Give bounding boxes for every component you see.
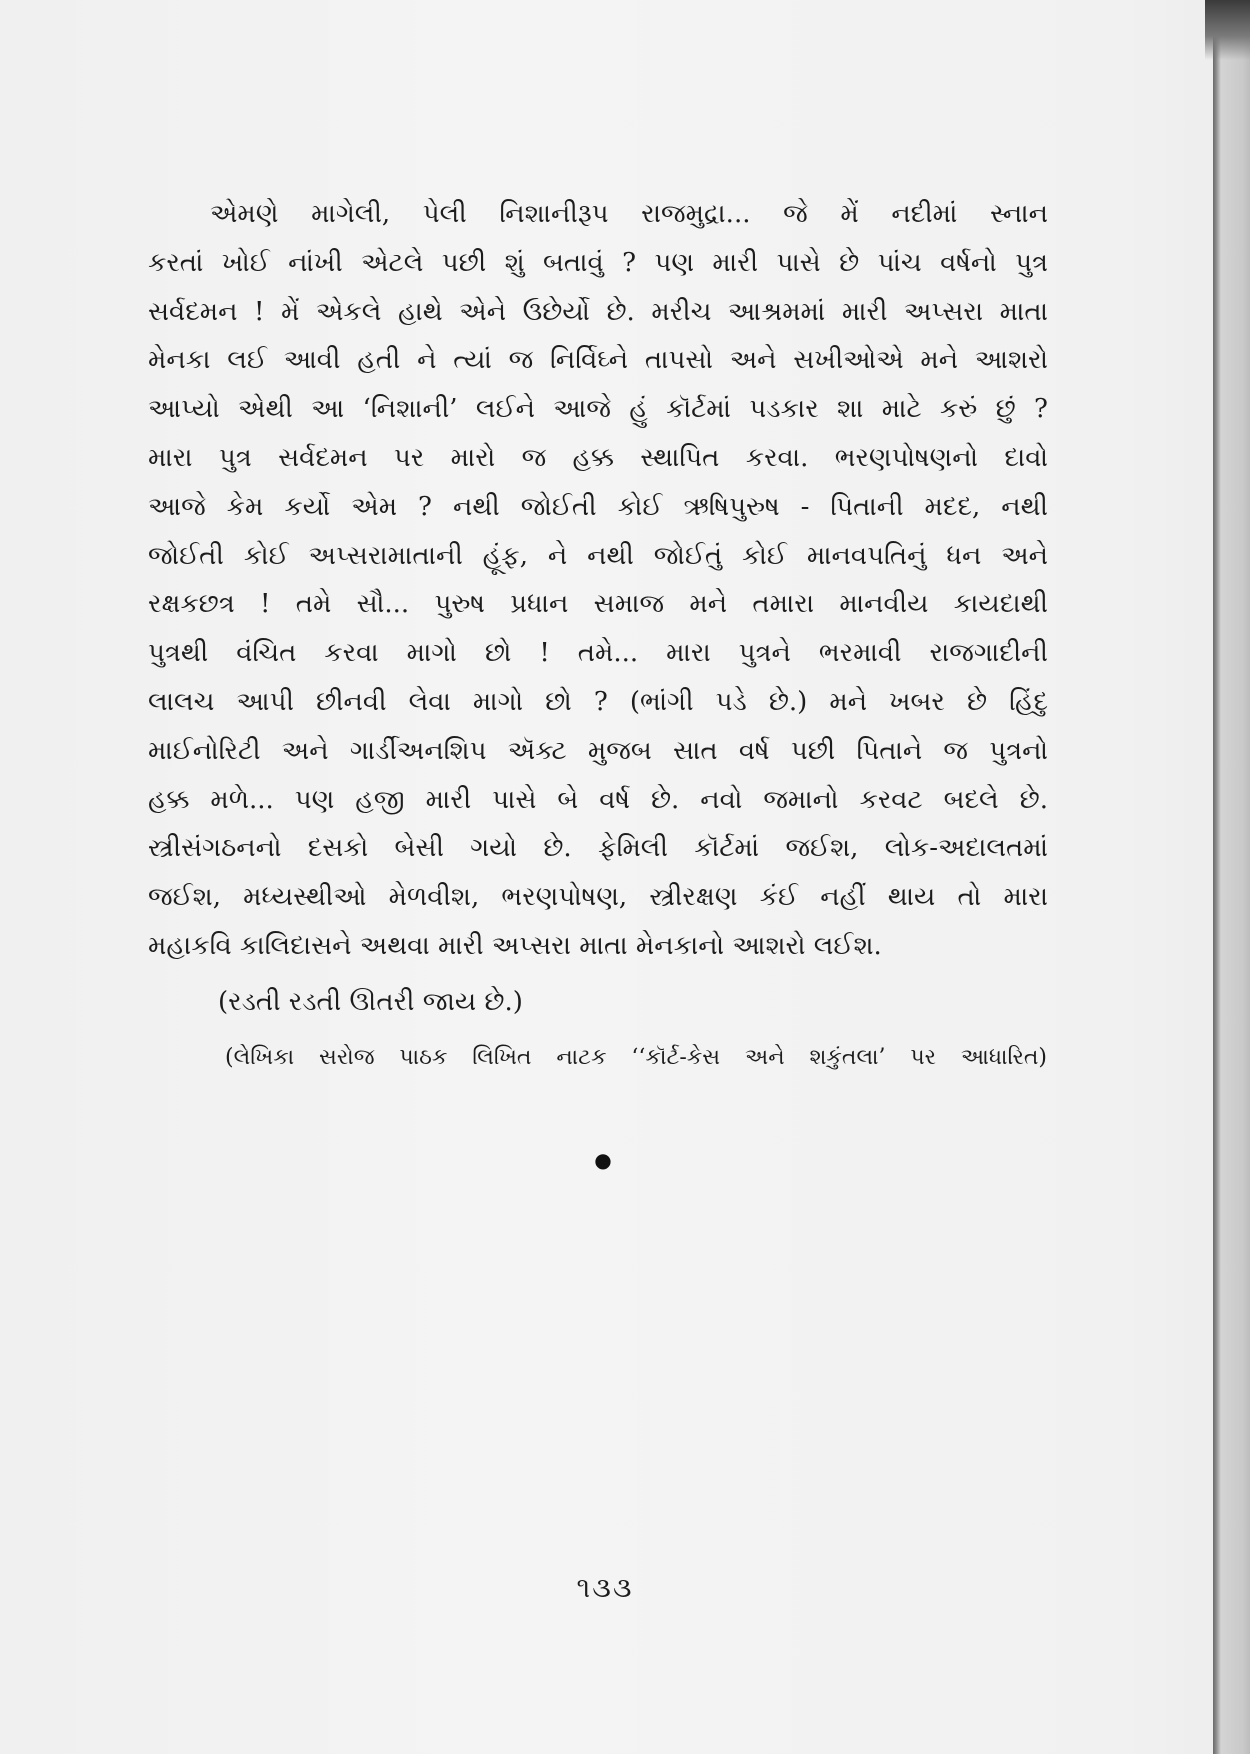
section-end-bullet: ● [594, 1148, 612, 1172]
paragraph-line: મારા પુત્ર સર્વદમન પર મારો જ હક્ક સ્થાપિત કરવા. ભરણપોષણનો દાવો [148, 442, 1048, 473]
paragraph-line: જઈશ, મધ્યસ્થીઓ મેળવીશ, ભરણપોષણ, સ્ત્રીરક્ષણ કંઈ નહીં થાય તો મારા [148, 882, 1048, 913]
paragraph-line: આજે કેમ કર્યો એમ ? નથી જોઈતી કોઈ ઋષિપુરુષ - પિતાની મદદ, નથી [148, 491, 1048, 522]
paragraph-line: માઈનોરિટી અને ગાર્ડીઅનશિપ ઍક્ટ મુજબ સાત વર્ષ પછી પિતાને જ પુત્રનો [148, 735, 1048, 766]
paragraph-line: મહાકવિ કાલિદાસને અથવા મારી અપ્સરા માતા મેનકાનો આશરો લઈશ. [148, 930, 882, 961]
book-binding-edge [1213, 0, 1250, 1754]
monologue-paragraph [148, 190, 1048, 971]
paragraph-line: આપ્યો એથી આ ‘નિશાની’ લઈને આજે હું કૉર્ટમાં પડકાર શા માટે કરું છું ? [148, 394, 1048, 425]
paragraph-line: મેનકા લઈ આવી હતી ને ત્યાં જ નિર્વિઘ્ને તાપસો અને સખીઓએ મને આશરો [148, 345, 1048, 376]
paragraph-line: કરતાં ખોઈ નાંખી એટલે પછી શું બતાવું ? પણ મારી પાસે છે પાંચ વર્ષનો પુત્ર [148, 247, 1048, 278]
source-attribution-note: (લેખિકા સરોજ પાઠક લિખિત નાટક ‘‘કૉર્ટ-કેસ અને શકુંતલા’ પર આધારિત) [225, 1045, 1047, 1070]
paragraph-line: પુત્રથી વંચિત કરવા માગો છો ! તમે... મારા પુત્રને ભરમાવી રાજગાદીની [148, 638, 1048, 669]
stage-direction: (રડતી રડતી ઊતરી જાય છે.) [218, 987, 523, 1017]
paragraph-line: રક્ષકછત્ર ! તમે સૌ... પુરુષ પ્રધાન સમાજ મને તમારા માનવીય કાયદાથી [148, 589, 1048, 620]
page-number: ૧૩૩ [576, 1571, 634, 1604]
paragraph-line: જોઈતી કોઈ અપ્સરામાતાની હૂંફ, ને નથી જોઈતું કોઈ માનવપતિનું ધન અને [148, 540, 1048, 571]
paragraph-line: સ્ત્રીસંગઠનનો દસકો બેસી ગયો છે. ફેમિલી કૉર્ટમાં જઈશ, લોક-અદાલતમાં [148, 833, 1048, 864]
paragraph-line: એમણે માગેલી, પેલી નિશાનીરૂપ રાજમુદ્રા... જે મેં નદીમાં સ્નાન [210, 199, 1048, 229]
scan-corner-shadow [1205, 0, 1250, 60]
paragraph-line: સર્વદમન ! મેં એકલે હાથે એને ઉછેર્યો છે. મરીચ આશ્રમમાં મારી અપ્સરા માતા [148, 296, 1048, 327]
paragraph-line: હક્ક મળે... પણ હજી મારી પાસે બે વર્ષ છે. નવો જમાનો કરવટ બદલે છે. [148, 784, 1048, 815]
paragraph-line: લાલચ આપી છીનવી લેવા માગો છો ? (ભાંગી પડે છે.) મને ખબર છે હિંદુ [148, 686, 1048, 717]
